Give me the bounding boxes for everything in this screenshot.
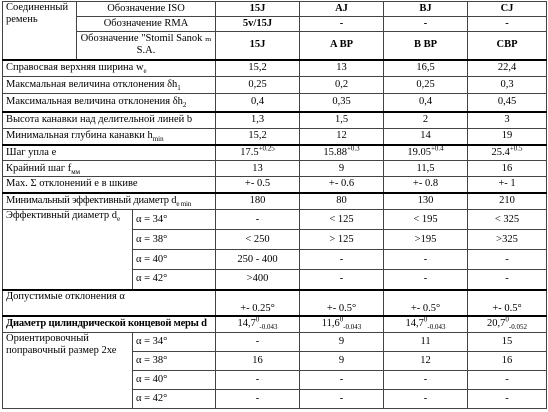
eff-diam-angle-42: α = 42° [133,270,216,290]
approx-42-val-4: - [468,390,547,409]
groove-height-label: Высота канавки над делительной линей b [3,112,216,129]
pitch-val-2: $15.88^{+0.3}$ [300,145,384,161]
eff-diam-42-val-3: - [384,270,468,290]
max-dev-val-4: +- 1 [468,177,547,193]
tolerance-val-1: +- 0.25° [216,290,300,316]
pitch-val-3: $19.05^{+0.4}$ [384,145,468,161]
rma-val-4: - [468,17,547,32]
min-eff-diam-val-4: 210 [468,193,547,210]
eff-diam-34-val-4: < 325 [468,210,547,230]
approx-40-val-3: - [384,371,468,390]
eff-diam-34-val-1: - [216,210,300,230]
iso-val-4: CJ [468,2,547,17]
belt-header-label: Соединенный ремень [3,2,77,60]
dev-h1-val-4: 0,3 [468,77,547,94]
stomil-val-3: B BP [384,32,468,60]
approx-34-val-2: 9 [300,333,384,352]
dev-h1-val-1: 0,25 [216,77,300,94]
approx-42-val-1: - [216,390,300,409]
groove-height-val-3: 2 [384,112,468,129]
dev-h2-val-3: 0,4 [384,94,468,112]
rma-val-2: - [300,17,384,32]
eff-diam-label: Эффективный диаметр $d_e$ [3,210,133,290]
eff-diam-40-val-4: - [468,250,547,270]
eff-diam-38-val-1: < 250 [216,230,300,250]
tolerance-label: Допустимые отклонения α [3,290,216,316]
groove-depth-label: Минимальная глубина канавки $h_{min}$ [3,129,216,145]
edge-pitch-val-4: 16 [468,161,547,177]
approx-34-val-4: 15 [468,333,547,352]
eff-diam-angle-40: α = 40° [133,250,216,270]
max-dev-label: Мах. Σ отклонений е в шкиве [3,177,216,193]
eff-diam-42-val-4: - [468,270,547,290]
eff-diam-34-val-2: < 125 [300,210,384,230]
approx-40-val-4: - [468,371,547,390]
eff-diam-38-val-3: >195 [384,230,468,250]
approx-angle-42: α = 42° [133,390,216,409]
tolerance-val-2: +- 0.5° [300,290,384,316]
approx-40-val-1: - [216,371,300,390]
belt-spec-table [2,1,547,409]
approx-40-val-2: - [300,371,384,390]
groove-depth-val-4: 19 [468,129,547,145]
dev-h2-val-2: 0,35 [300,94,384,112]
dev-h2-val-4: 0,45 [468,94,547,112]
approx-34-val-3: 11 [384,333,468,352]
rma-val-3: - [384,17,468,32]
pitch-val-1: $17.5^{+0.25}$ [216,145,300,161]
approx-angle-40: α = 40° [133,371,216,390]
cyl-diam-label: Диаметр цилиндрической концевой меры d [3,316,216,333]
eff-diam-42-val-2: - [300,270,384,290]
approx-angle-34: α = 34° [133,333,216,352]
dev-h2-val-1: 0,4 [216,94,300,112]
stomil-val-1: 15J [216,32,300,60]
ref-width-val-4: 22,4 [468,60,547,77]
dev-h1-val-3: 0,25 [384,77,468,94]
approx-38-val-1: 16 [216,352,300,371]
pitch-val-4: $25.4^{+0.5}$ [468,145,547,161]
approx-38-val-3: 12 [384,352,468,371]
stomil-label: Обозначение "Stomil Sanok ₘ S.A. [77,32,216,60]
iso-val-3: BJ [384,2,468,17]
groove-depth-val-1: 15,2 [216,129,300,145]
rma-val-1: 5v/15J [216,17,300,32]
approx-38-val-2: 9 [300,352,384,371]
ref-width-val-3: 16,5 [384,60,468,77]
eff-diam-34-val-3: < 195 [384,210,468,230]
approx-34-val-1: - [216,333,300,352]
eff-diam-angle-34: α = 34° [133,210,216,230]
edge-pitch-label: Крайний шаг $f_{мм}$ [3,161,216,177]
cyl-diam-val-4: $20,7^0_{-0.052}$ [468,316,547,333]
groove-height-val-4: 3 [468,112,547,129]
edge-pitch-val-2: 9 [300,161,384,177]
ref-width-label: Справосвая верхняя ширина $w_e$ [3,60,216,77]
max-dev-val-1: +- 0.5 [216,177,300,193]
iso-val-1: 15J [216,2,300,17]
iso-label: Обозначение ISO [77,2,216,17]
groove-height-val-2: 1,5 [300,112,384,129]
eff-diam-40-val-2: - [300,250,384,270]
approx-38-val-4: 16 [468,352,547,371]
min-eff-diam-val-1: 180 [216,193,300,210]
dev-h1-label: Максмальная величина отклонения $\delta h_1$ [3,77,216,94]
edge-pitch-val-1: 13 [216,161,300,177]
stomil-val-4: CBP [468,32,547,60]
tolerance-val-4: +- 0.5° [468,290,547,316]
approx-angle-38: α = 38° [133,352,216,371]
eff-diam-42-val-1: >400 [216,270,300,290]
dev-h2-label: Максимальная величина отклонения $\delta h_2$ [3,94,216,112]
rma-label: Обозначение RMA [77,17,216,32]
approx-42-val-2: - [300,390,384,409]
groove-depth-val-2: 12 [300,129,384,145]
eff-diam-angle-38: α = 38° [133,230,216,250]
min-eff-diam-label: Минимальный эффективный диаметр $d_{e min}$ [3,193,216,210]
eff-diam-38-val-4: >325 [468,230,547,250]
pitch-label: Шаг упла е [3,145,216,161]
tolerance-val-3: +- 0.5° [384,290,468,316]
min-eff-diam-val-2: 80 [300,193,384,210]
cyl-diam-val-3: $14,7^0_{-0.043}$ [384,316,468,333]
eff-diam-40-val-1: 250 - 400 [216,250,300,270]
eff-diam-40-val-3: - [384,250,468,270]
eff-diam-38-val-2: > 125 [300,230,384,250]
iso-val-2: AJ [300,2,384,17]
groove-height-val-1: 1,3 [216,112,300,129]
cyl-diam-val-2: $11,6^0_{-0.043}$ [300,316,384,333]
groove-depth-val-3: 14 [384,129,468,145]
edge-pitch-val-3: 11,5 [384,161,468,177]
stomil-val-2: A BP [300,32,384,60]
approx-42-val-3: - [384,390,468,409]
ref-width-val-2: 13 [300,60,384,77]
approx-label: Ориентировочный поправочный размер 2хе [3,333,133,409]
max-dev-val-2: +- 0.6 [300,177,384,193]
max-dev-val-3: +- 0.8 [384,177,468,193]
dev-h1-val-2: 0,2 [300,77,384,94]
cyl-diam-val-1: $14,7^0_{-0.043}$ [216,316,300,333]
ref-width-val-1: 15,2 [216,60,300,77]
min-eff-diam-val-3: 130 [384,193,468,210]
